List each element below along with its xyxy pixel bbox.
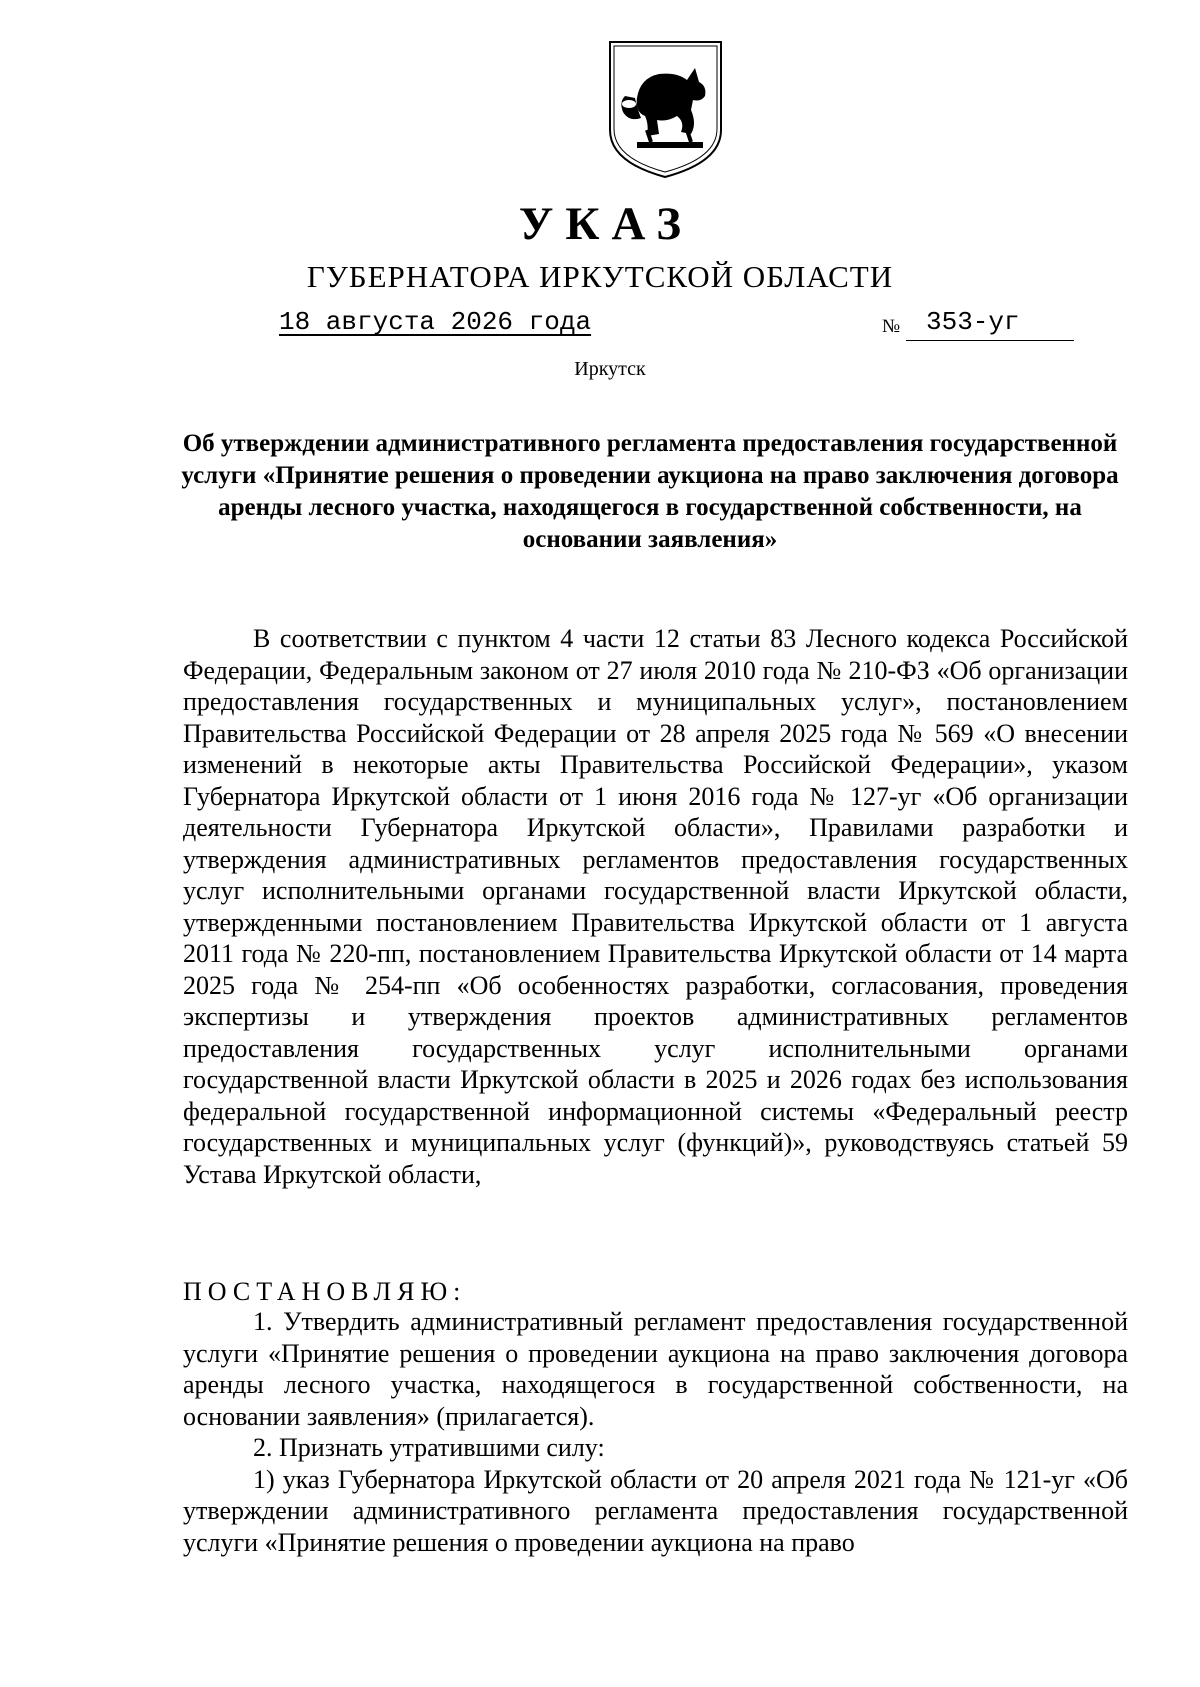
preamble <box>183 623 1128 1190</box>
item-2: 2. Признать утратившими силу: <box>253 1433 605 1462</box>
item-1: 1. Утвердить административный регламент предоставления государственной услуги «Принятие решения о проведении аукциона на право заключения договора аренды лесного участка, находящегося в государственной собственности, на основании заявления» (прилагается). <box>183 1307 1128 1431</box>
number-underline <box>906 340 1074 341</box>
item-2-1: 1) указ Губернатора Иркутской области от 20 апреля 2021 года № 121-уг «Об утверждении административного регламента предоставления государственной услуги «Принятие решения о проведении аукциона на право <box>183 1464 1128 1557</box>
document-heading: Об утверждении административного регламента предоставления государственной услуги «Принятие решения о проведении аукциона на право заключения договора аренды лесного участка, находящегося в государственной собственности, на основании заявления» <box>181 430 1119 553</box>
document-number <box>882 306 1074 346</box>
date-value: 18 августа 2026 года <box>279 307 592 337</box>
number-sign: № <box>882 316 901 337</box>
irkutsk-coat-of-arms-icon <box>607 38 724 180</box>
preamble-text: В соответствии с пунктом 4 части 12 статьи 83 Лесного кодекса Российской Федерации, Федеральным законом от 27 июля 2010 года № 210-ФЗ «Об организации предоставления государственных и муниципальных услуг», постановлением Правительства Российской Федерации от 28 апреля 2025 года № 569 «О внесении изменений в некоторые акты Правительства Российской Федерации», указом Губернатора Иркутской области от 1 июня 2016 года № 127-уг «Об организации деятельности Губернатора Иркутской области», Правилами разработки и утверждения административных регламентов предоставления государственных услуг исполнительными органами государственной власти Иркутской области, утвержденными постановлением Правительства Иркутской области от 1 августа 2011 года № 220-пп, постановлением Правительства Иркутской области от 14 марта 2025 года № 254-пп «Об особенностях разработки, согласования, проведения экспертизы и утверждения проектов административных регламентов предоставления государственных услуг исполнительными органами государственной власти Иркутской области в 2025 и 2026 годах без использования федеральной государственной информационной системы «Федеральный реестр государственных и муниципальных услуг (функций)», руководствуясь статьей 59 Устава Иркутской области, <box>183 624 1128 1189</box>
document-subtitle: ГУБЕРНАТОРА ИРКУТСКОЙ ОБЛАСТИ <box>306 259 894 294</box>
decree-word: ПОСТАНОВЛЯЮ: <box>183 1277 467 1306</box>
number-value: 353-уг <box>926 307 1020 337</box>
document-city: Иркутск <box>574 358 646 380</box>
document-date <box>279 306 591 338</box>
document-title: УКАЗ <box>518 198 694 250</box>
decree-items <box>183 1306 1128 1558</box>
